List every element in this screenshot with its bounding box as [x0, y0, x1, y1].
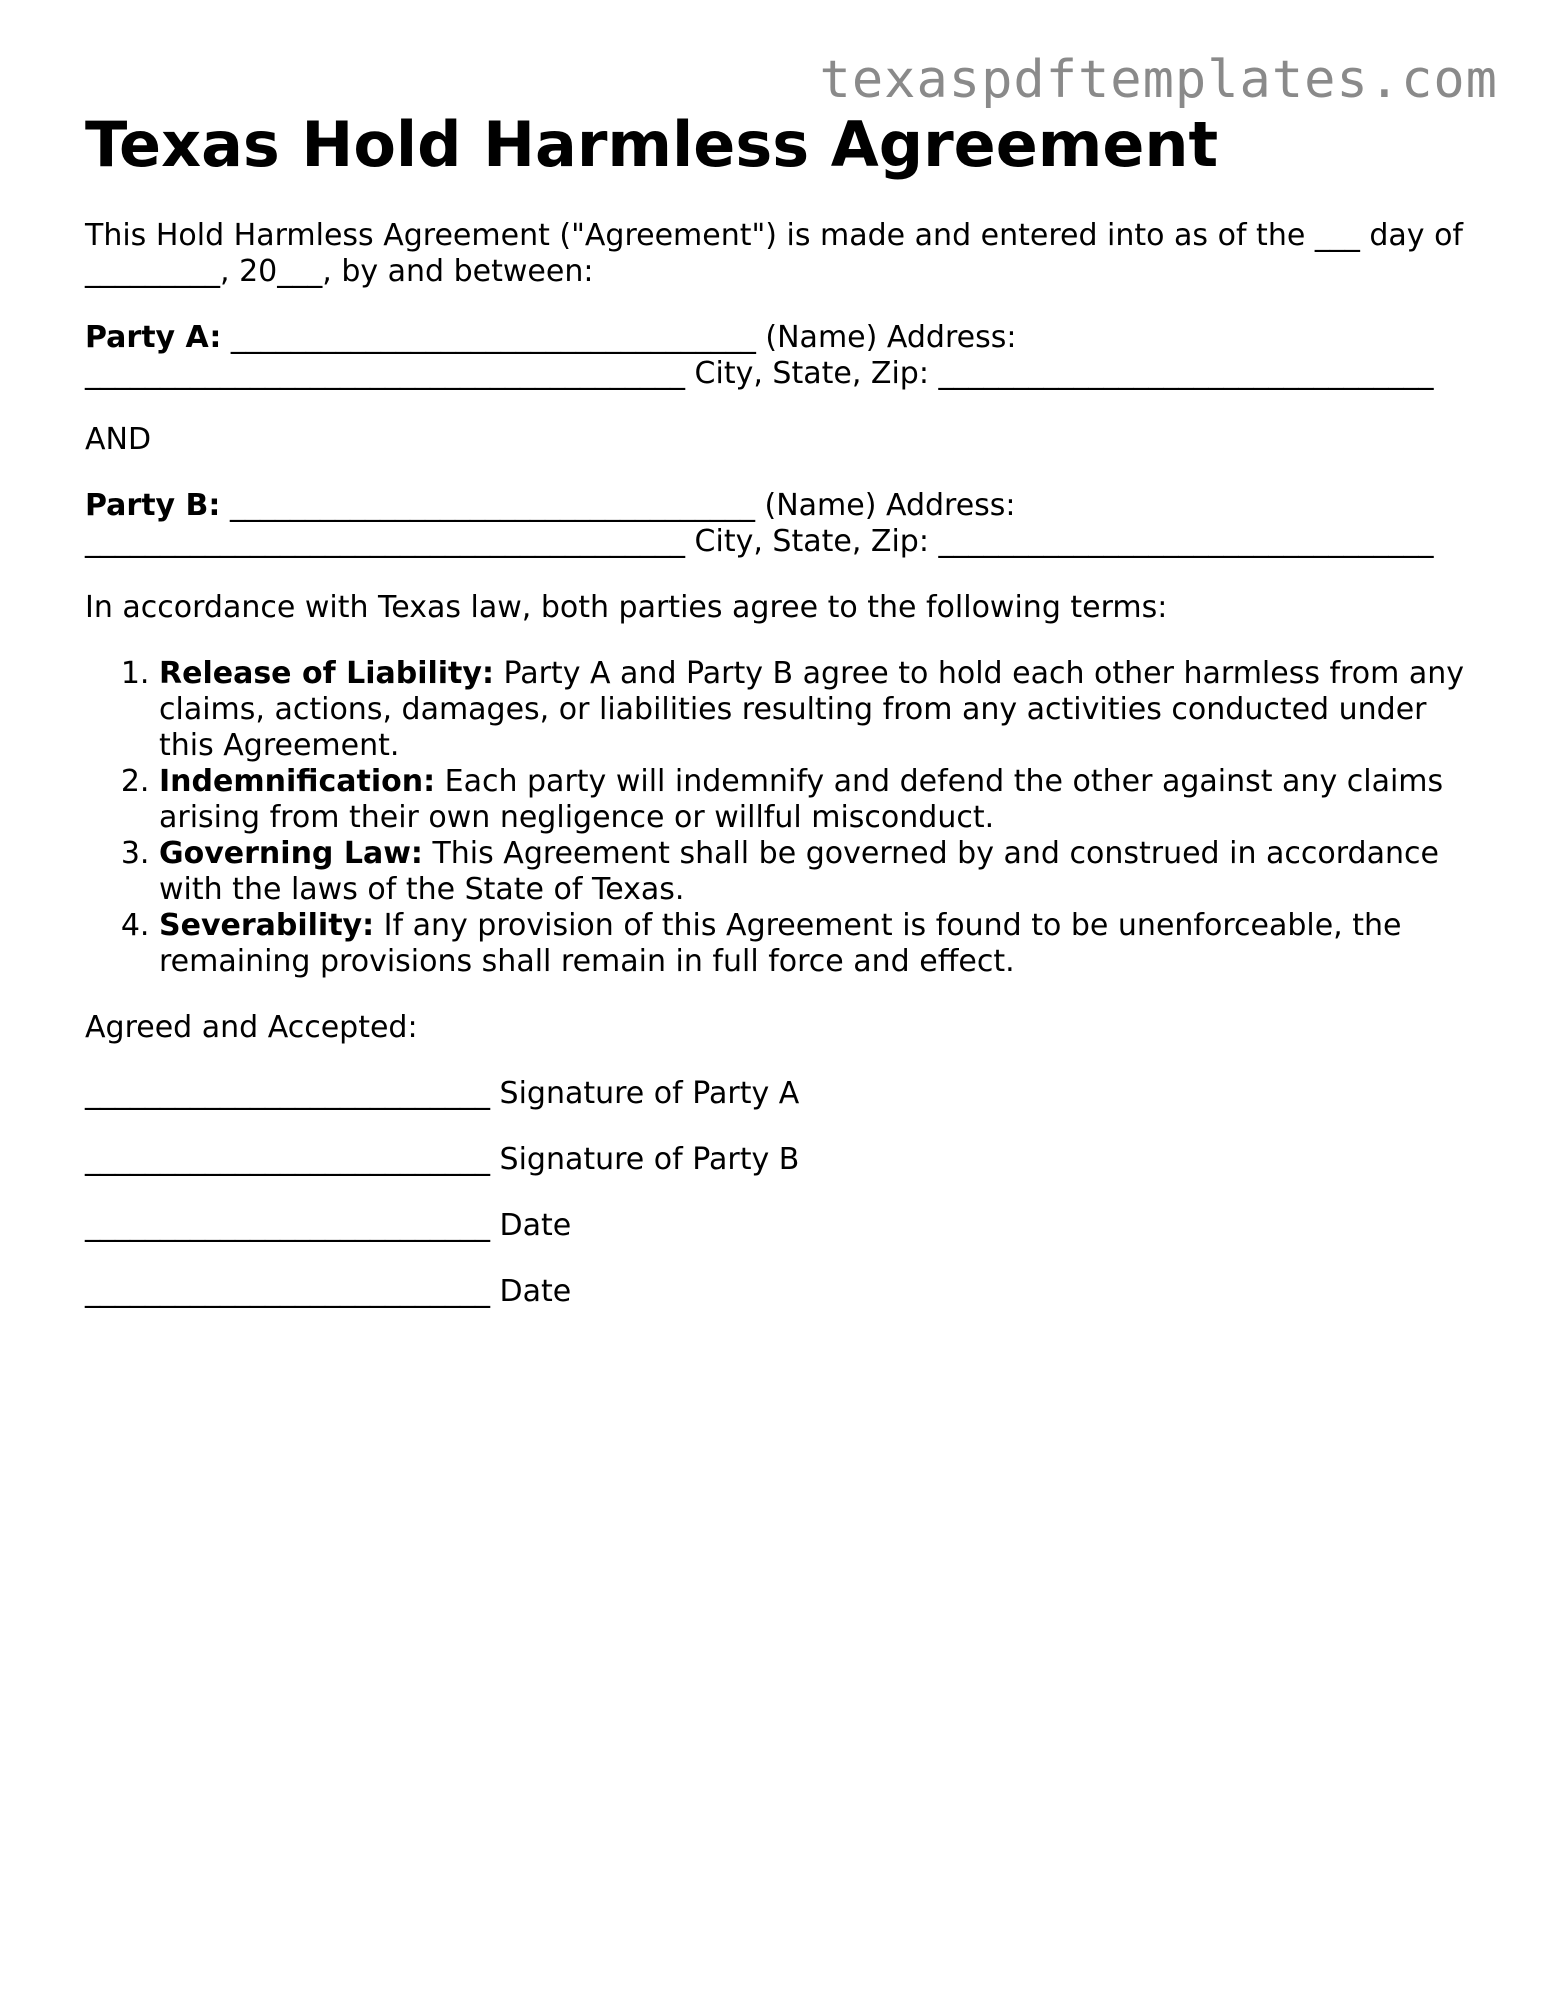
term-text: Party A and Party B agree to hold each other harmless from any claims, actions, damages, or liabilities resulting from any activities conducted under this Agreement. — [159, 656, 1465, 763]
term-text: Each party will indemnify and defend the other against any claims arising from their own negligence or willful misconduct. — [159, 764, 1444, 835]
signature-label: Signature of Party A — [490, 1076, 800, 1111]
date-row — [85, 1274, 1465, 1310]
term-title: Indemnification: — [159, 764, 436, 799]
term-item — [159, 836, 1465, 908]
date-line: ___________________________ — [85, 1208, 490, 1243]
signature-line: ___________________________ — [85, 1076, 490, 1111]
terms-list — [85, 656, 1465, 980]
term-title: Governing Law: — [159, 836, 423, 871]
signature-line: ___________________________ — [85, 1142, 490, 1177]
party-b-fields: ___________________________________ (Name) Address: ________________________________________ City, State, Zip: _________________________________ — [85, 488, 1434, 559]
term-title: Release of Liability: — [159, 656, 494, 691]
term-text: This Agreement shall be governed by and construed in accordance with the laws of the State of Texas. — [159, 836, 1439, 907]
document-page — [85, 108, 1465, 1310]
party-a-block — [85, 320, 1465, 392]
date-label: Date — [490, 1208, 572, 1243]
term-item — [159, 656, 1465, 764]
document-title: Texas Hold Harmless Agreement — [85, 108, 1219, 181]
term-item — [159, 908, 1465, 980]
party-a-label: Party A: — [85, 320, 222, 355]
intro-paragraph: This Hold Harmless Agreement ("Agreement") is made and entered into as of the ___ day of _________, 20___, by and between: — [85, 218, 1463, 289]
party-b-block — [85, 488, 1465, 560]
date-line: ___________________________ — [85, 1274, 490, 1309]
term-title: Severability: — [159, 908, 375, 943]
watermark-text: texaspdftemplates.com — [819, 50, 1498, 110]
signature-party-a-row — [85, 1076, 1465, 1112]
term-item — [159, 764, 1465, 836]
party-b-label: Party B: — [85, 488, 221, 523]
agreed-accepted-label: Agreed and Accepted: — [85, 1010, 418, 1045]
party-a-fields: ___________________________________ (Name) Address: ________________________________________ City, State, Zip: _________________________________ — [85, 320, 1434, 391]
document-body — [85, 218, 1465, 1310]
and-separator: AND — [85, 422, 152, 457]
date-label: Date — [490, 1274, 572, 1309]
signature-party-b-row — [85, 1142, 1465, 1178]
date-row — [85, 1208, 1465, 1244]
signature-label: Signature of Party B — [490, 1142, 800, 1177]
term-text: If any provision of this Agreement is found to be unenforceable, the remaining provisions shall remain in full force and effect. — [159, 908, 1402, 979]
terms-intro: In accordance with Texas law, both parties agree to the following terms: — [85, 590, 1168, 625]
